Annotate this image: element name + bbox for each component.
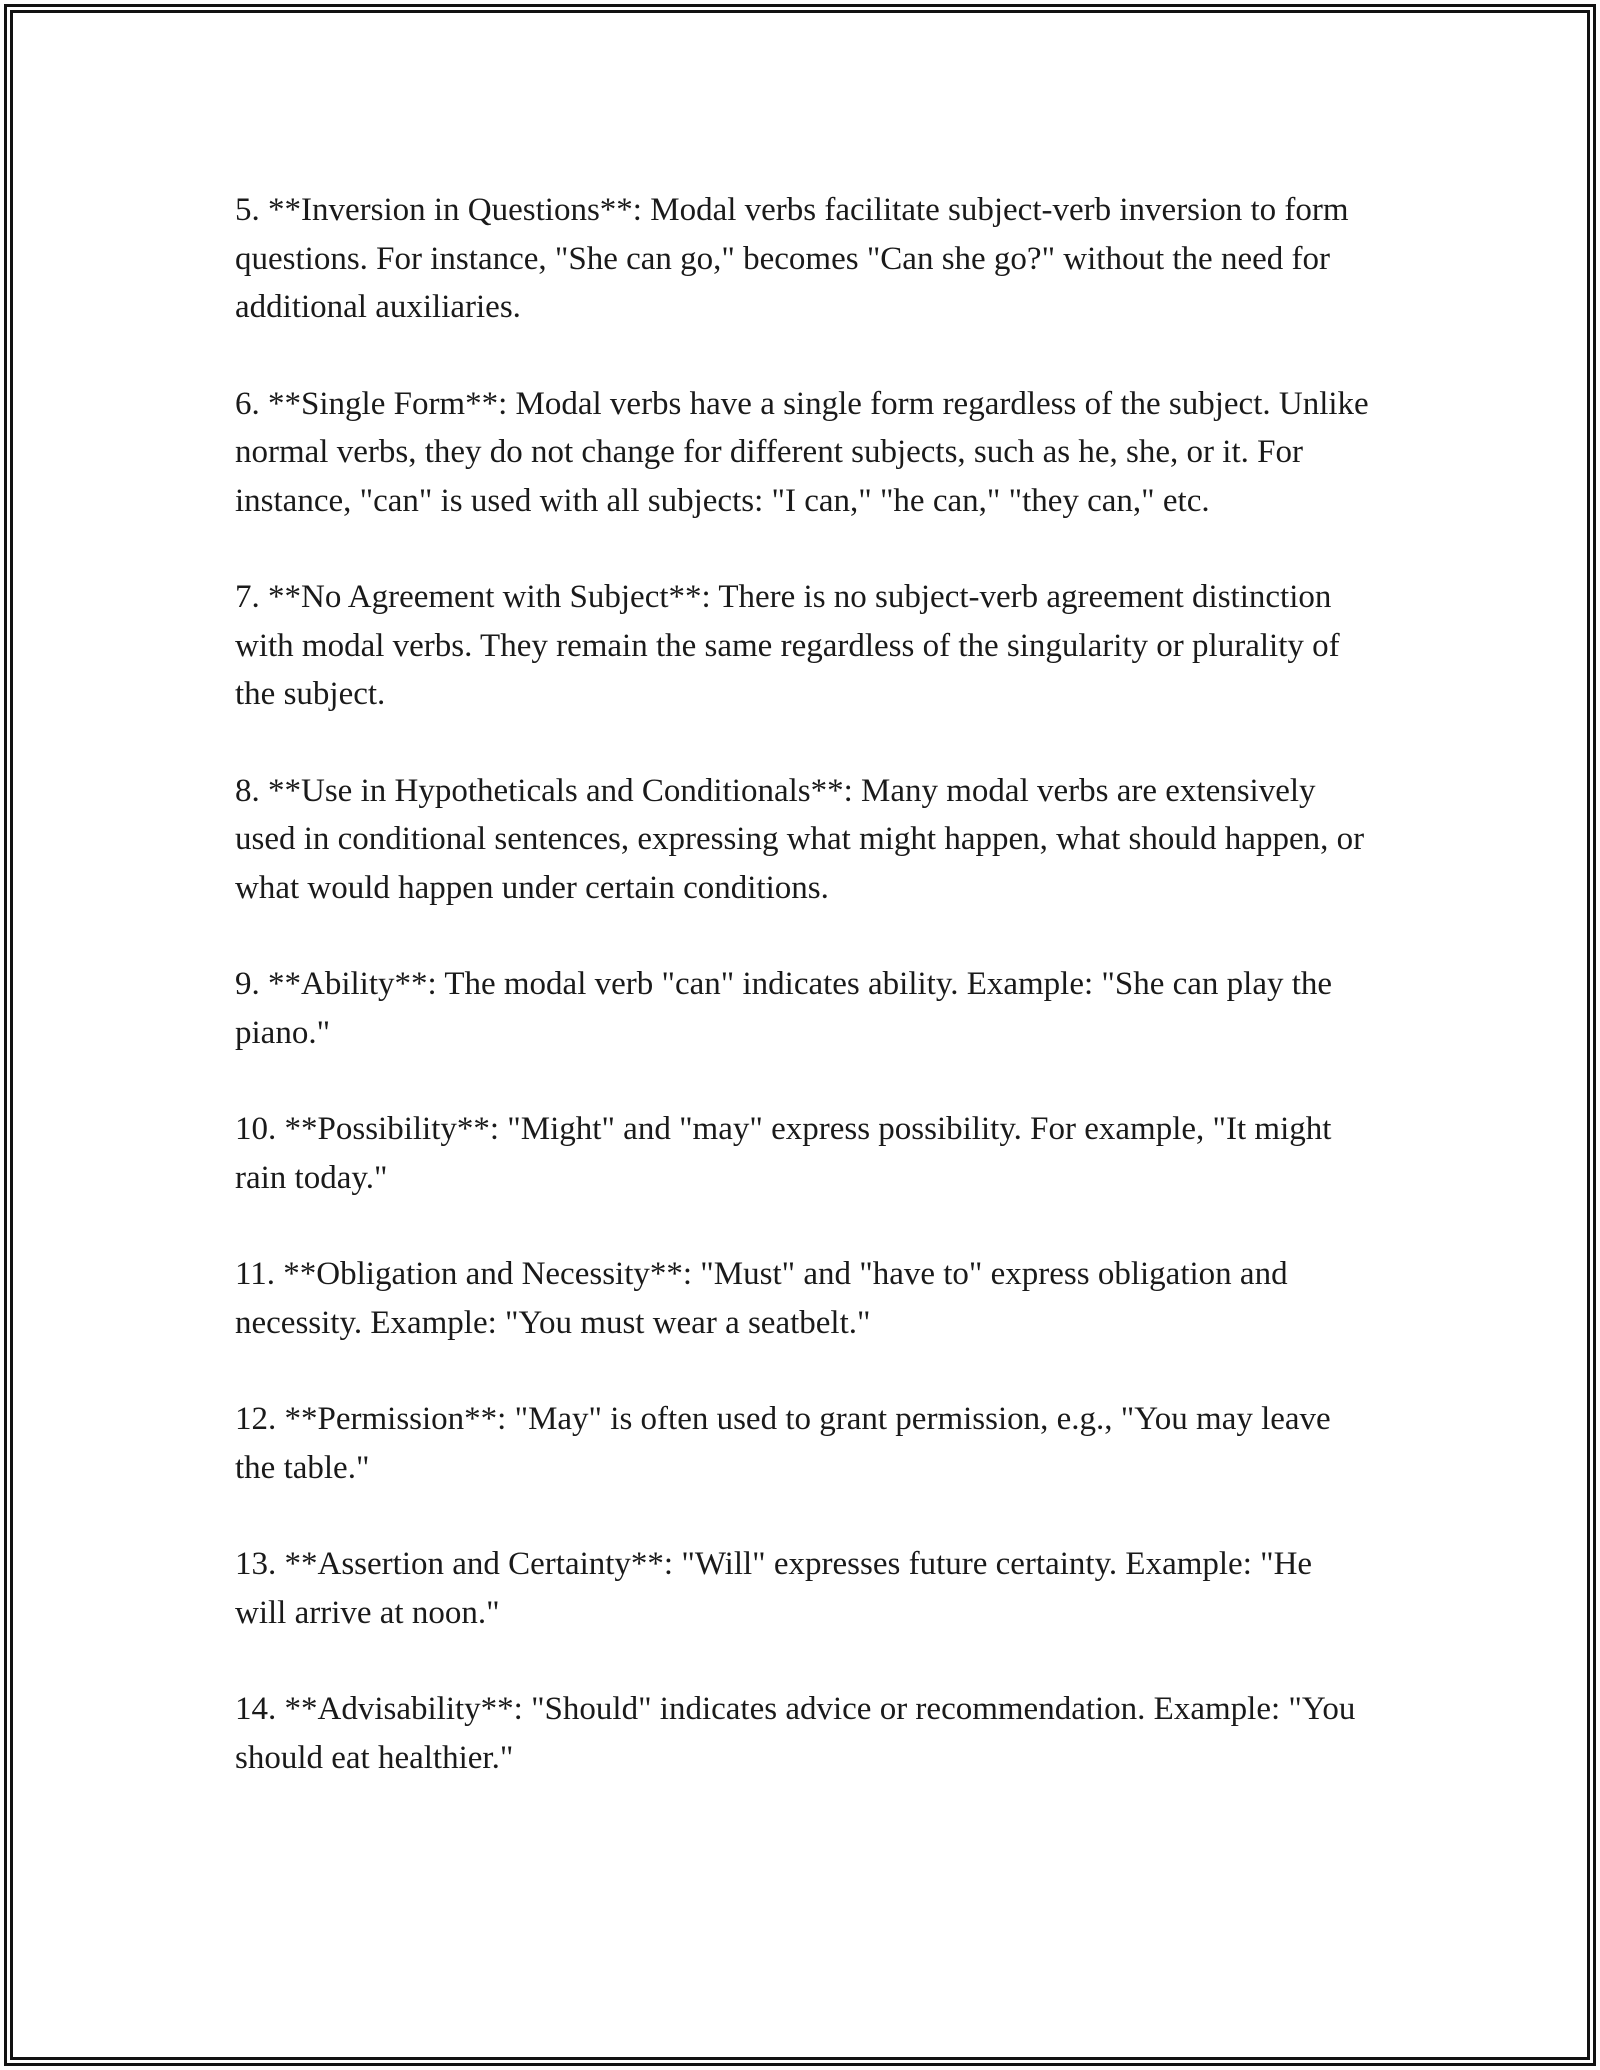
list-item-inversion-in-questions: 5. **Inversion in Questions**: Modal verbs facilitate subject-verb inversion to form questions. For instance, "She can go," becomes "Can she go?" without the need for additional auxiliaries. bbox=[235, 192, 1349, 325]
list-item-hypotheticals-and-conditionals: 8. **Use in Hypotheticals and Conditionals**: Many modal verbs are extensively used in conditional sentences, expressing what might happen, what should happen, or what would happen under certain conditions. bbox=[235, 772, 1365, 906]
list-item-single-form: 6. **Single Form**: Modal verbs have a single form regardless of the subject. Unlike normal verbs, they do not change for different subjects, such as he, she, or it. For instance, "can" is used with all subjects: "I can," "he can," "they can," etc. bbox=[235, 385, 1369, 519]
document-body bbox=[235, 186, 1370, 1830]
list-item-permission: 12. **Permission**: "May" is often used to grant permission, e.g., "You may leave the table." bbox=[235, 1401, 1331, 1486]
list-item-assertion-and-certainty: 13. **Assertion and Certainty**: "Will" expresses future certainty. Example: "He will arrive at noon." bbox=[235, 1546, 1313, 1631]
list-item-advisability: 14. **Advisability**: "Should" indicates advice or recommendation. Example: "You should eat healthier." bbox=[235, 1691, 1356, 1776]
list-item-obligation-and-necessity: 11. **Obligation and Necessity**: "Must" and "have to" express obligation and necessity. Example: "You must wear a seatbelt." bbox=[235, 1256, 1288, 1341]
list-item-ability: 9. **Ability**: The modal verb "can" indicates ability. Example: "She can play the piano." bbox=[235, 966, 1333, 1051]
list-item-no-agreement-with-subject: 7. **No Agreement with Subject**: There is no subject-verb agreement distinction with modal verbs. They remain the same regardless of the singularity or plurality of the subject. bbox=[235, 579, 1340, 712]
list-item-possibility: 10. **Possibility**: "Might" and "may" express possibility. For example, "It might rain today." bbox=[235, 1111, 1332, 1196]
